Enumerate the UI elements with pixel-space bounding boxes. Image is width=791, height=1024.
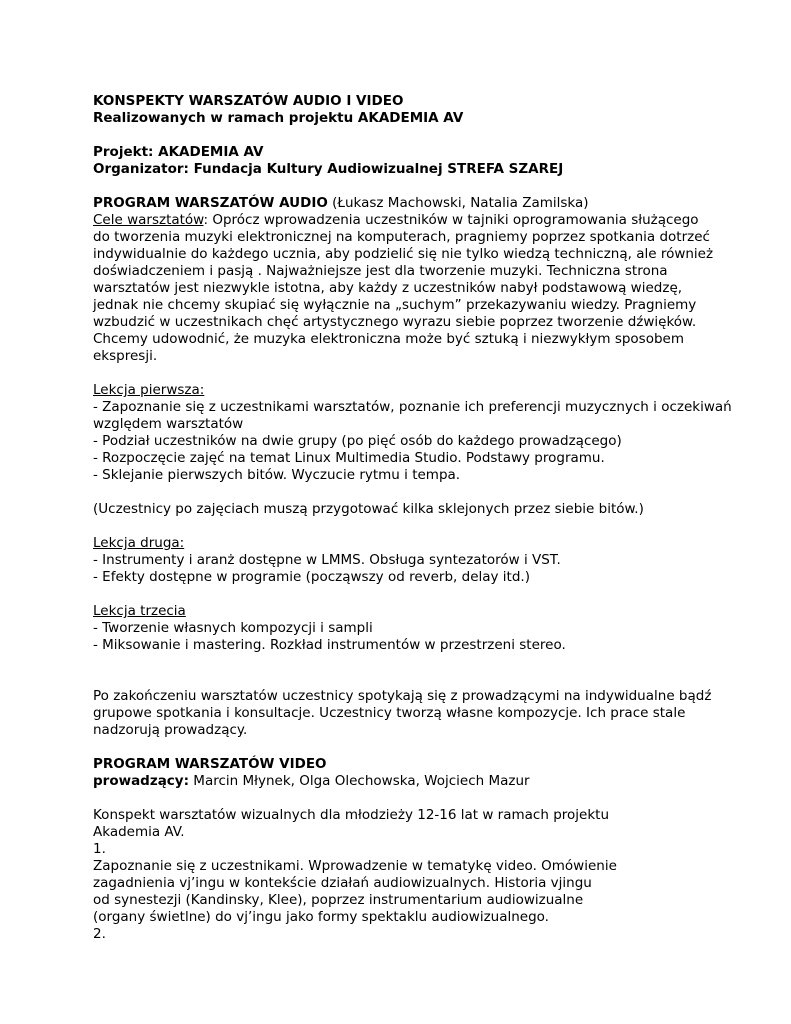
list-item: - Sklejanie pierwszych bitów. Wyczucie rytmu i tempa. [93, 467, 461, 483]
paragraph-line: do tworzenia muzyki elektronicznej na komputerach, pragniemy poprzez spotkania dotrzeć [93, 229, 710, 245]
paragraph-line: Konspekt warsztatów wizualnych dla młodzieży 12-16 lat w ramach projektu [93, 807, 610, 823]
audio-goals-text: : Oprócz wprowadzenia uczestników w tajniki oprogramowania służącego [203, 212, 699, 228]
audio-program-heading: PROGRAM WARSZATÓW AUDIO [93, 195, 328, 211]
organizer-name: Organizator: Fundacja Kultury Audiowizualnej STREFA SZAREJ [93, 161, 564, 177]
paragraph-line: Chcemy udowodnić, że muzyka elektroniczna może być sztuką i niezwykłym sposobem [93, 331, 684, 347]
lesson-3-title: Lekcja trzecia [93, 603, 186, 619]
audio-heading-line [93, 195, 743, 212]
list-item: - Tworzenie własnych kompozycji i sampli [93, 620, 373, 636]
audio-goals-line [93, 212, 743, 229]
list-item: - Podział uczestników na dwie grupy (po pięć osób do każdego prowadzącego) [93, 433, 622, 449]
video-leaders-label: prowadzący: [93, 773, 190, 789]
lesson-2-title: Lekcja druga: [93, 535, 185, 551]
paragraph-line: indywidualnie do każdego ucznia, aby podzielić się nie tylko wiedzą techniczną, ale również [93, 246, 714, 262]
document-subtitle: Realizowanych w ramach projektu AKADEMIA AV [93, 110, 464, 126]
list-item: - Zapoznanie się z uczestnikami warsztatów, poznanie ich preferencji muzycznych i oczekiwań [93, 399, 732, 415]
video-leaders: Marcin Młynek, Olga Olechowska, Wojciech Mazur [189, 773, 530, 789]
point-1-number: 1. [93, 841, 106, 857]
video-program-heading: PROGRAM WARSZATÓW VIDEO [93, 756, 327, 772]
video-leaders-line [93, 773, 743, 790]
lesson-1-title: Lekcja pierwsza: [93, 382, 205, 398]
paragraph-line: nadzorują prowadzący. [93, 722, 248, 738]
list-item: - Rozpoczęcie zajęć na temat Linux Multimedia Studio. Podstawy programu. [93, 450, 605, 466]
paragraph-line: zagadnienia vj’ingu w kontekście działań audiowizualnych. Historia vjingu [93, 875, 592, 891]
document-title: KONSPEKTY WARSZATÓW AUDIO I VIDEO [93, 93, 404, 109]
paragraph-line: jednak nie chcemy skupiać się wyłącznie na „suchym” przekazywaniu wiedzy. Pragniemy [93, 297, 697, 313]
audio-goals-label: Cele warsztatów [93, 212, 204, 228]
point-2-number: 2. [93, 926, 106, 942]
audio-authors: (Łukasz Machowski, Natalia Zamilska) [327, 195, 589, 211]
list-item: - Efekty dostępne w programie (począwszy od reverb, delay itd.) [93, 569, 530, 585]
paragraph-line: Po zakończeniu warsztatów uczestnicy spotykają się z prowadzącymi na indywidualne bądź [93, 688, 712, 704]
paragraph-line: doświadczeniem i pasją . Najważniejsze jest dla tworzenie muzyki. Techniczna strona [93, 263, 668, 279]
document-page [93, 93, 743, 943]
paragraph-line: Zapoznanie się z uczestnikami. Wprowadzenie w tematykę video. Omówienie [93, 858, 617, 874]
paragraph-line: warsztatów jest niezwykle istotna, aby każdy z uczestników nabył podstawową wiedzę, [93, 280, 683, 296]
paragraph-line: ekspresji. [93, 348, 158, 364]
list-item: - Miksowanie i mastering. Rozkład instrumentów w przestrzeni stereo. [93, 637, 566, 653]
paragraph-line: wzbudzić w uczestnikach chęć artystycznego wyrazu siebie poprzez tworzenie dźwięków. [93, 314, 697, 330]
paragraph-line: grupowe spotkania i konsultacje. Uczestnicy tworzą własne kompozycje. Ich prace stale [93, 705, 686, 721]
list-item: - Instrumenty i aranż dostępne w LMMS. Obsługa syntezatorów i VST. [93, 552, 561, 568]
lesson-1-note: (Uczestnicy po zajęciach muszą przygotować kilka sklejonych przez siebie bitów.) [93, 501, 644, 517]
paragraph-line: od synestezji (Kandinsky, Klee), poprzez instrumentarium audiowizualne [93, 892, 584, 908]
paragraph-line: Akademia AV. [93, 824, 185, 840]
project-name: Projekt: AKADEMIA AV [93, 144, 264, 160]
list-item: względem warsztatów [93, 416, 244, 432]
paragraph-line: (organy świetlne) do vj’ingu jako formy spektaklu audiowizualnego. [93, 909, 549, 925]
